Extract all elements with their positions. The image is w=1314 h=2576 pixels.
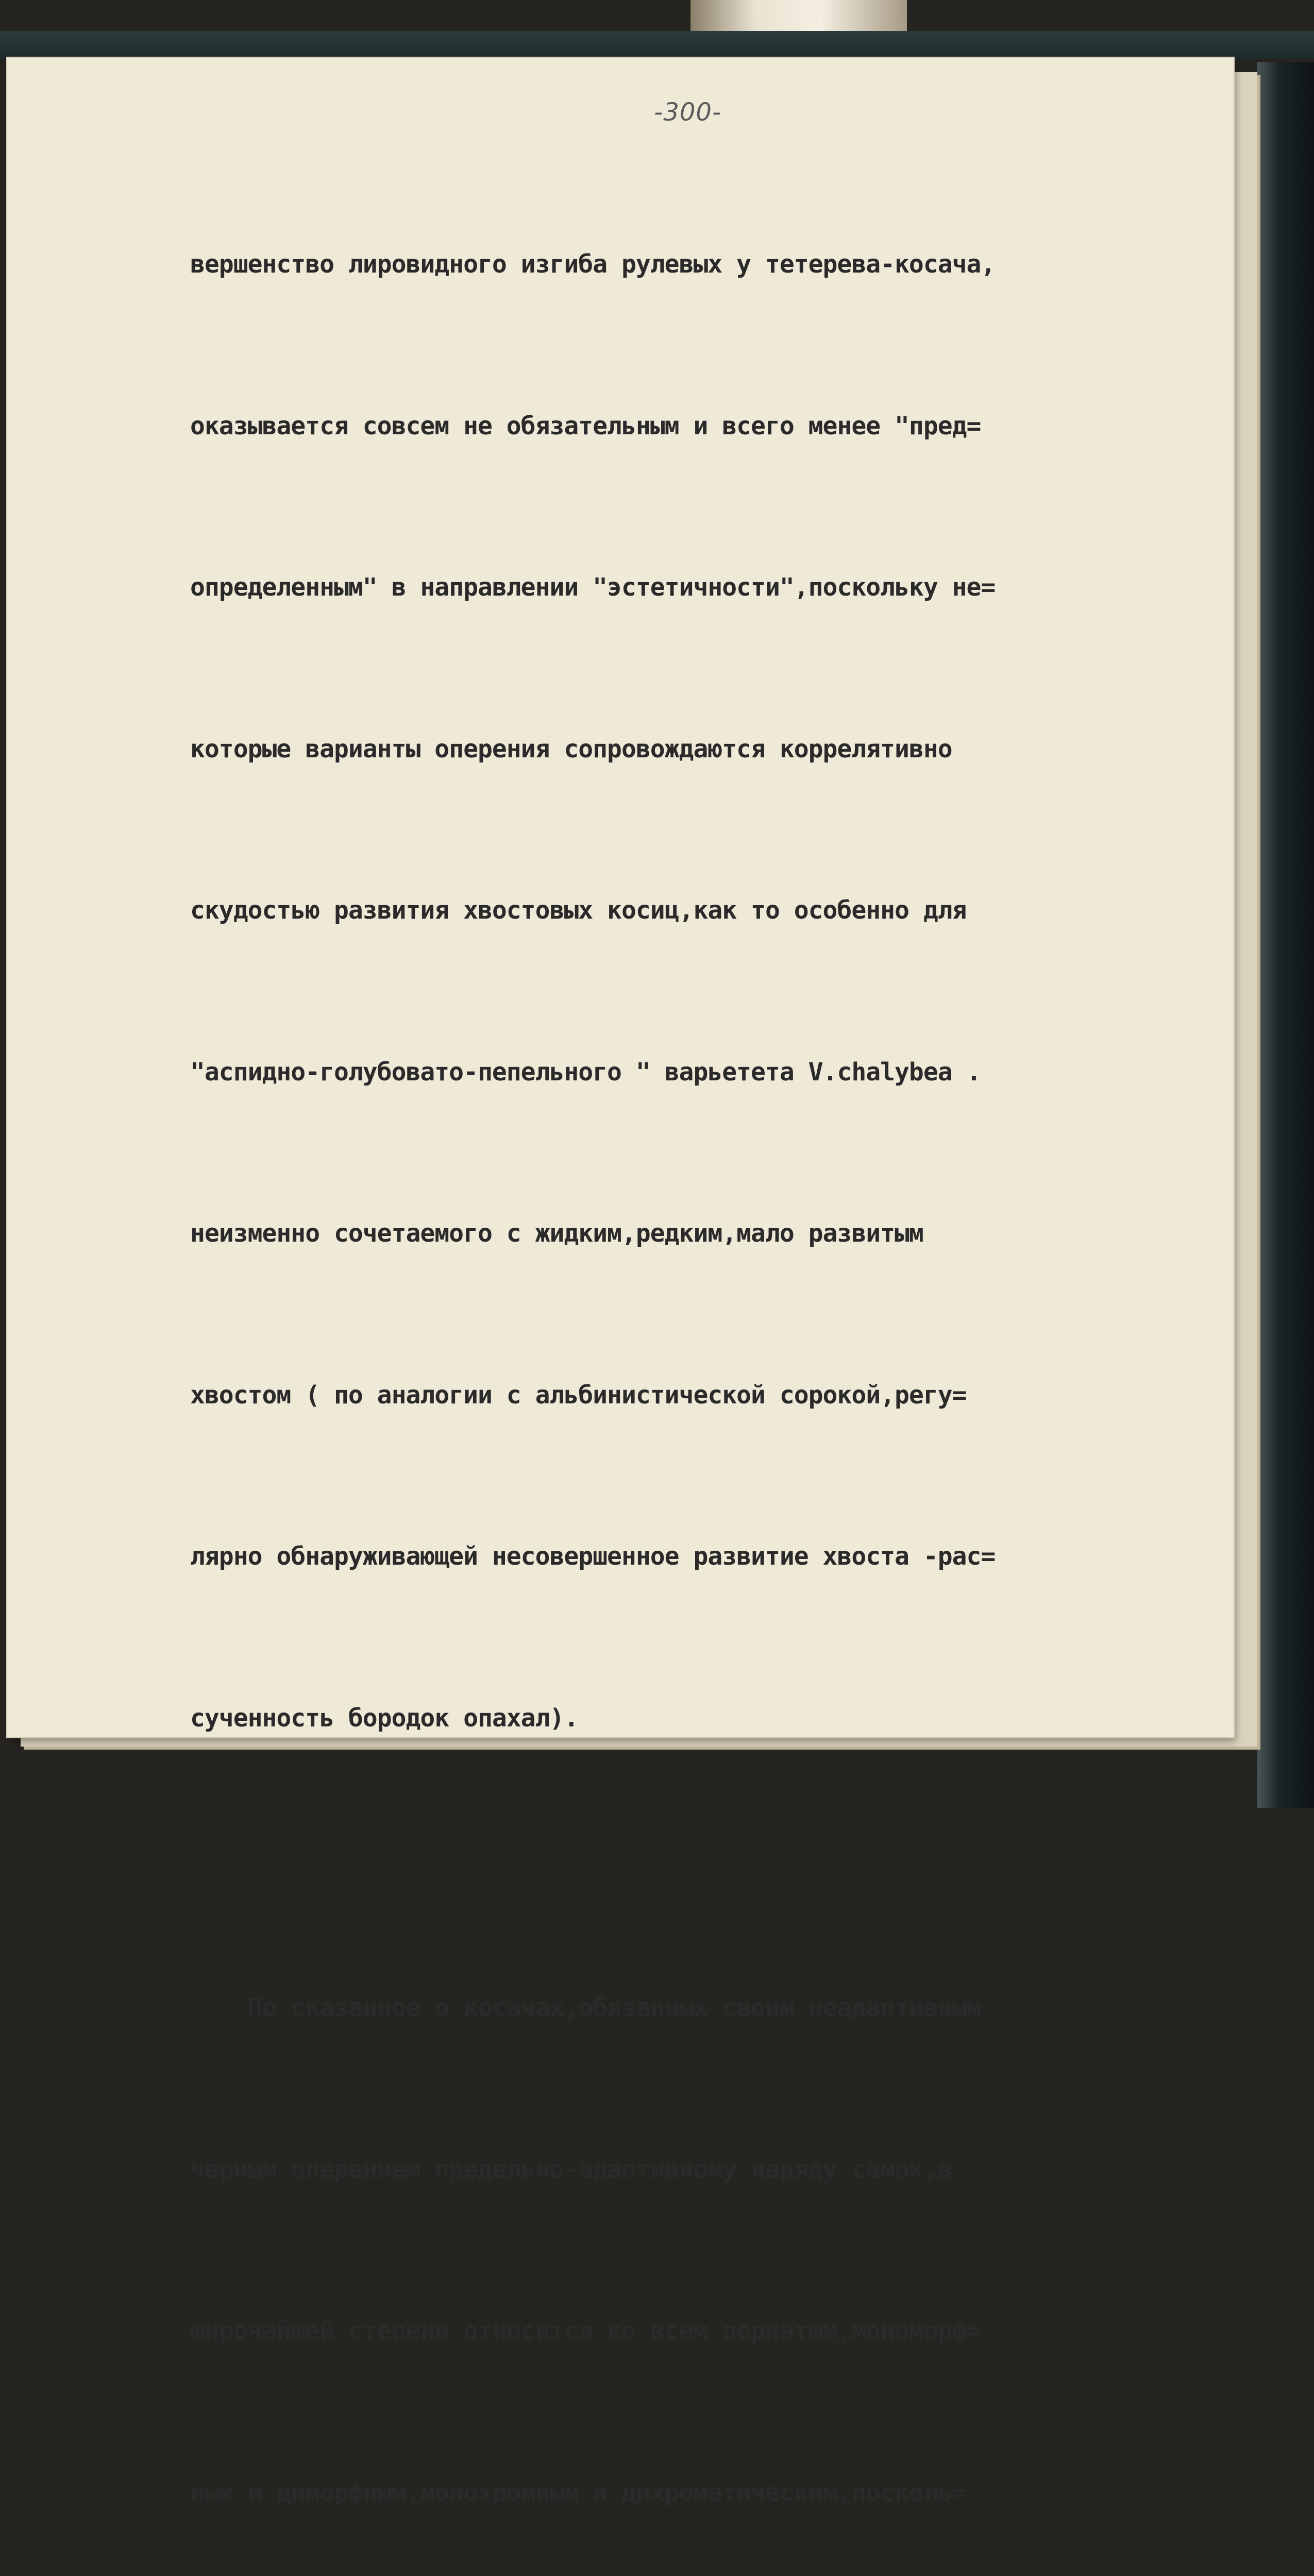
text-line: лярно обнаруживающей несовершенное развитие хвоста -рас= bbox=[190, 1542, 996, 1571]
page-number: -300- bbox=[654, 98, 722, 127]
folder-edge bbox=[1257, 62, 1314, 1808]
text-line: черным оперением предельно-адаптивному наряду самок,в bbox=[190, 2155, 952, 2184]
text-line: По сказанное о косачах,обязанных своим неадаптивным bbox=[190, 1993, 981, 2022]
binding-edge bbox=[0, 31, 1314, 59]
text-line: неизменно сочетаемого с жидким,редким,мало развитым bbox=[190, 1219, 923, 1248]
text-line: "аспидно-голубовато-пепельного " варьетета V.chalybea . bbox=[190, 1057, 981, 1087]
text-line: определенным" в направлении "эстетичности",поскольку не= bbox=[190, 573, 996, 602]
text-line: широчайшей степени относится ко всем пернатым,мономорф= bbox=[190, 2316, 981, 2345]
body-text bbox=[190, 130, 1210, 2576]
text-line: скудостью развития хвостовых косиц,как то особенно для bbox=[190, 896, 967, 925]
text-line: вершенство лировидного изгиба рулевых у тетерева-косача, bbox=[190, 250, 996, 279]
text-line: оказывается совсем не обязательным и всего менее "пред= bbox=[190, 411, 981, 440]
text-line: сученность бородок опахал). bbox=[190, 1703, 579, 1733]
photo-background-top bbox=[690, 0, 907, 31]
text-line: хвостом ( по аналогии с альбинистической сорокой,регу= bbox=[190, 1380, 967, 1410]
text-line: которые варианты оперения сопровождаются коррелятивно bbox=[190, 734, 952, 764]
text-line: ным и диморфным,монохромным и дихроматическим,посколь= bbox=[190, 2478, 967, 2507]
paragraph-gap bbox=[190, 1853, 1210, 1873]
typewritten-page bbox=[7, 58, 1234, 2507]
